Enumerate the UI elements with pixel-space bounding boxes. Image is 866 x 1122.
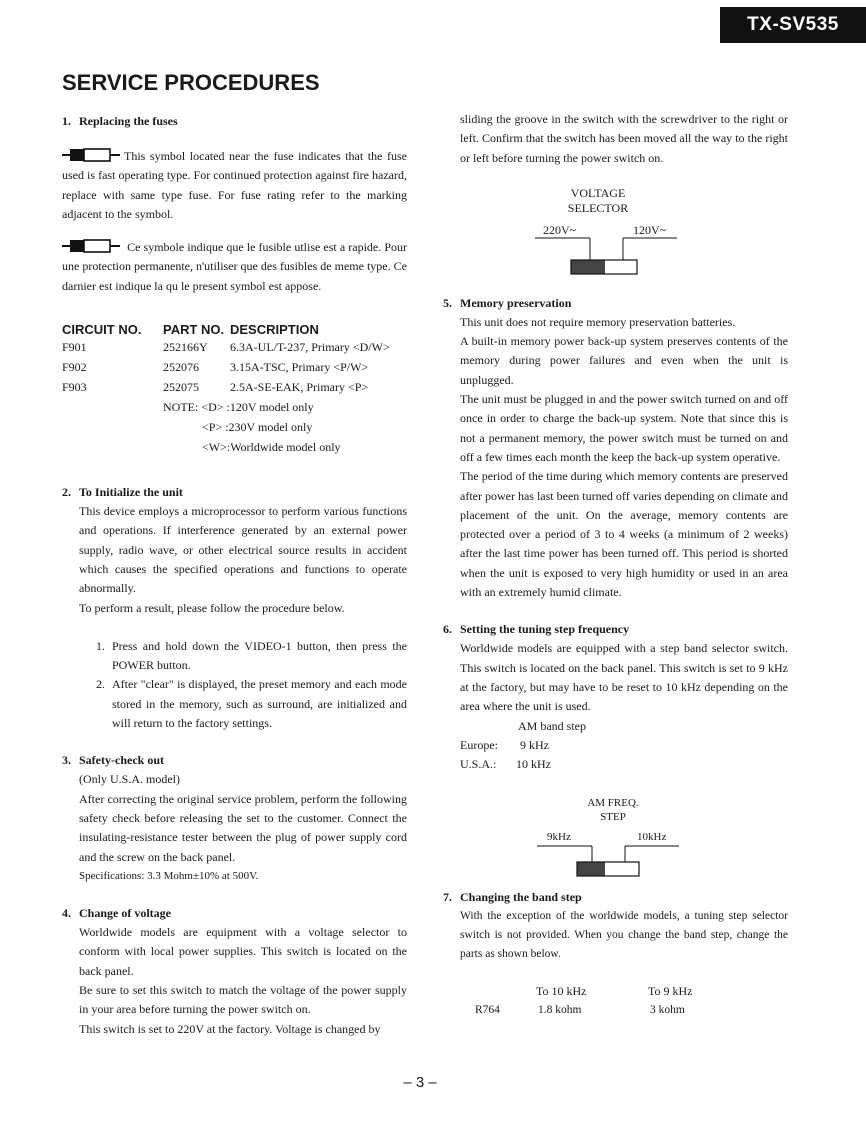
slide-switch-icon bbox=[537, 844, 687, 878]
section-safety-check bbox=[62, 751, 407, 886]
page-number: – 3 – bbox=[403, 1074, 437, 1091]
paragraph: This unit does not require memory preservation batteries. bbox=[460, 314, 736, 329]
fuse-note-en: This symbol located near the fuse indicates that the fuse used is fast operating type. For continued protection against fire hazard, replace with same type fuse. For fuse rating refer to the marking adjacent to the symbol. bbox=[62, 149, 407, 221]
switch-label-10khz: 10kHz bbox=[637, 830, 667, 843]
paragraph: The period of the time during which memory contents are preserved after power has last been turned off varies depending on climate and placement of the unit. On the average, memory contents are protected over a period of 3 to 4 weeks (a minimum of 2 weeks) after the last time power has been turned off. This period is shorted when the unit is exposed to very high humidity or used in an area with an extremely humid climate. bbox=[460, 469, 788, 600]
section-fuses bbox=[62, 112, 407, 457]
fuse-table-header bbox=[62, 322, 407, 337]
paragraph: Worldwide models are equipped with a step band selector switch. This switch is located on the back panel. This switch is set to 9 kHz at the factory, but may have to be reset to 10 kHz depending on the area where the unit is used. bbox=[460, 641, 788, 714]
paragraph: After correcting the original service problem, perform the following safety check before releasing the set to the customer. Connect the insulating-resistance tester between the plug of power supply cord and the screw on the back panel. bbox=[79, 791, 407, 864]
specification-text: Specifications: 3.3 Mohm±10% at 500V. bbox=[79, 869, 259, 882]
table-row: F903 252075 2.5A-SE-EAK, Primary <P> bbox=[62, 380, 369, 395]
band-step-header: AM band step bbox=[518, 718, 586, 733]
paragraph: Be sure to set this switch to match the voltage of the power supply in your area before turning the power switch on. bbox=[79, 983, 407, 1017]
right-column bbox=[443, 110, 788, 1020]
paragraph: This device employs a microprocessor to perform various functions and operations. If interference generated by an external power supply, radio wave, or other electrical source results in accident which causes the specified operations and functions to operate abnormally. bbox=[79, 504, 407, 596]
slide-switch-icon bbox=[535, 236, 685, 276]
fast-fuse-symbol-icon bbox=[62, 239, 122, 253]
section-heading: 2. To Initialize the unit bbox=[62, 485, 183, 500]
table-row: R764 1.8 kohm 3 kohm bbox=[475, 1004, 685, 1017]
section-voltage bbox=[62, 904, 407, 1039]
table-row: F901 252166Y 6.3A-UL/T-237, Primary <D/W> bbox=[62, 340, 390, 355]
paragraph: Worldwide models are equipment with a voltage selector to conform with local power supplies. This switch is located on the back panel. bbox=[79, 925, 407, 978]
fast-fuse-symbol-icon bbox=[62, 148, 122, 162]
part-no-header: PART NO. bbox=[163, 322, 225, 338]
procedure-steps bbox=[62, 637, 407, 733]
diagram-title: AM FREQ. bbox=[587, 796, 639, 809]
description-header: DESCRIPTION bbox=[230, 322, 319, 338]
paragraph: To perform a result, please follow the procedure below. bbox=[79, 600, 345, 615]
column-header: To 9 kHz bbox=[648, 984, 693, 999]
switch-label-120v: 120V~ bbox=[633, 222, 667, 237]
section-heading: 5. Memory preservation bbox=[443, 295, 572, 310]
fuse-note-fr: Ce symbole indique que le fusible utlise est a rapide. Pour une protection permanente, n'utiliser que des fusibles de meme type. Ce darnier est indique la qu le present symbol est appose. bbox=[62, 240, 408, 293]
section-heading: 1. Replacing the fuses bbox=[62, 114, 178, 128]
section-band-step bbox=[443, 888, 788, 1021]
list-item: 1. Press and hold down the VIDEO-1 button, then press the POWER button. bbox=[96, 638, 407, 673]
diagram-title: STEP bbox=[600, 810, 626, 823]
paragraph: (Only U.S.A. model) bbox=[79, 772, 180, 787]
model-tag: TX-SV535 bbox=[720, 7, 866, 43]
model-note: <P> :230V model only bbox=[202, 420, 313, 435]
table-row: F902 252076 3.15A-TSC, Primary <P/W> bbox=[62, 360, 369, 375]
list-item: 2. After "clear" is displayed, the preset memory and each mode stored in the memory, such as surround, are initialized and will return to the factory settings. bbox=[96, 677, 407, 731]
diagram-title: VOLTAGE bbox=[570, 185, 626, 200]
band-step-row: U.S.A.: 10 kHz bbox=[460, 756, 551, 771]
section-heading: 6. Setting the tuning step frequency bbox=[443, 622, 630, 637]
paragraph: A built-in memory power back-up system preserves contents of the memory during power failures and even when the unit is unplugged. bbox=[460, 334, 788, 387]
section-heading: 3. Safety-check out bbox=[62, 753, 164, 768]
section-heading: 4. Change of voltage bbox=[62, 906, 171, 921]
switch-label-220v: 220V~ bbox=[543, 222, 577, 237]
band-step-row: Europe: 9 kHz bbox=[460, 737, 549, 752]
parts-table-header bbox=[443, 982, 788, 1001]
paragraph: The unit must be plugged in and the power switch turned on and off once in order to charge the back-up system. Note that since this is not a permanent memory, the power switch must be turned on and off a few times each month the keep the back-up system operative. bbox=[460, 392, 788, 464]
am-freq-step-diagram bbox=[443, 776, 788, 878]
circuit-no-header: CIRCUIT NO. bbox=[62, 322, 142, 338]
paragraph: With the exception of the worldwide models, a tuning step selector switch is not provided. When you change the band step, change the parts as shown below. bbox=[460, 909, 788, 961]
column-header: To 10 kHz bbox=[536, 984, 587, 999]
section-tuning-step bbox=[443, 620, 788, 773]
switch-label-9khz: 9kHz bbox=[547, 830, 571, 843]
left-column bbox=[62, 112, 407, 1039]
model-note: NOTE: <D> :120V model only bbox=[163, 400, 314, 415]
voltage-selector-diagram bbox=[443, 186, 788, 278]
page-title: SERVICE PROCEDURES bbox=[62, 70, 320, 95]
section-memory bbox=[443, 294, 788, 602]
paragraph-continued: sliding the groove in the switch with the screwdriver to the right or left. Confirm that the switch has been moved all the way to the right or left before turning the power switch on. bbox=[460, 112, 788, 165]
paragraph: This switch is set to 220V at the factory. Voltage is changed by bbox=[79, 1021, 381, 1036]
model-note: <W>:Worldwide model only bbox=[202, 440, 341, 455]
diagram-title: SELECTOR bbox=[567, 200, 629, 215]
section-heading: 7. Changing the band step bbox=[443, 889, 582, 904]
section-initialize bbox=[62, 483, 407, 733]
